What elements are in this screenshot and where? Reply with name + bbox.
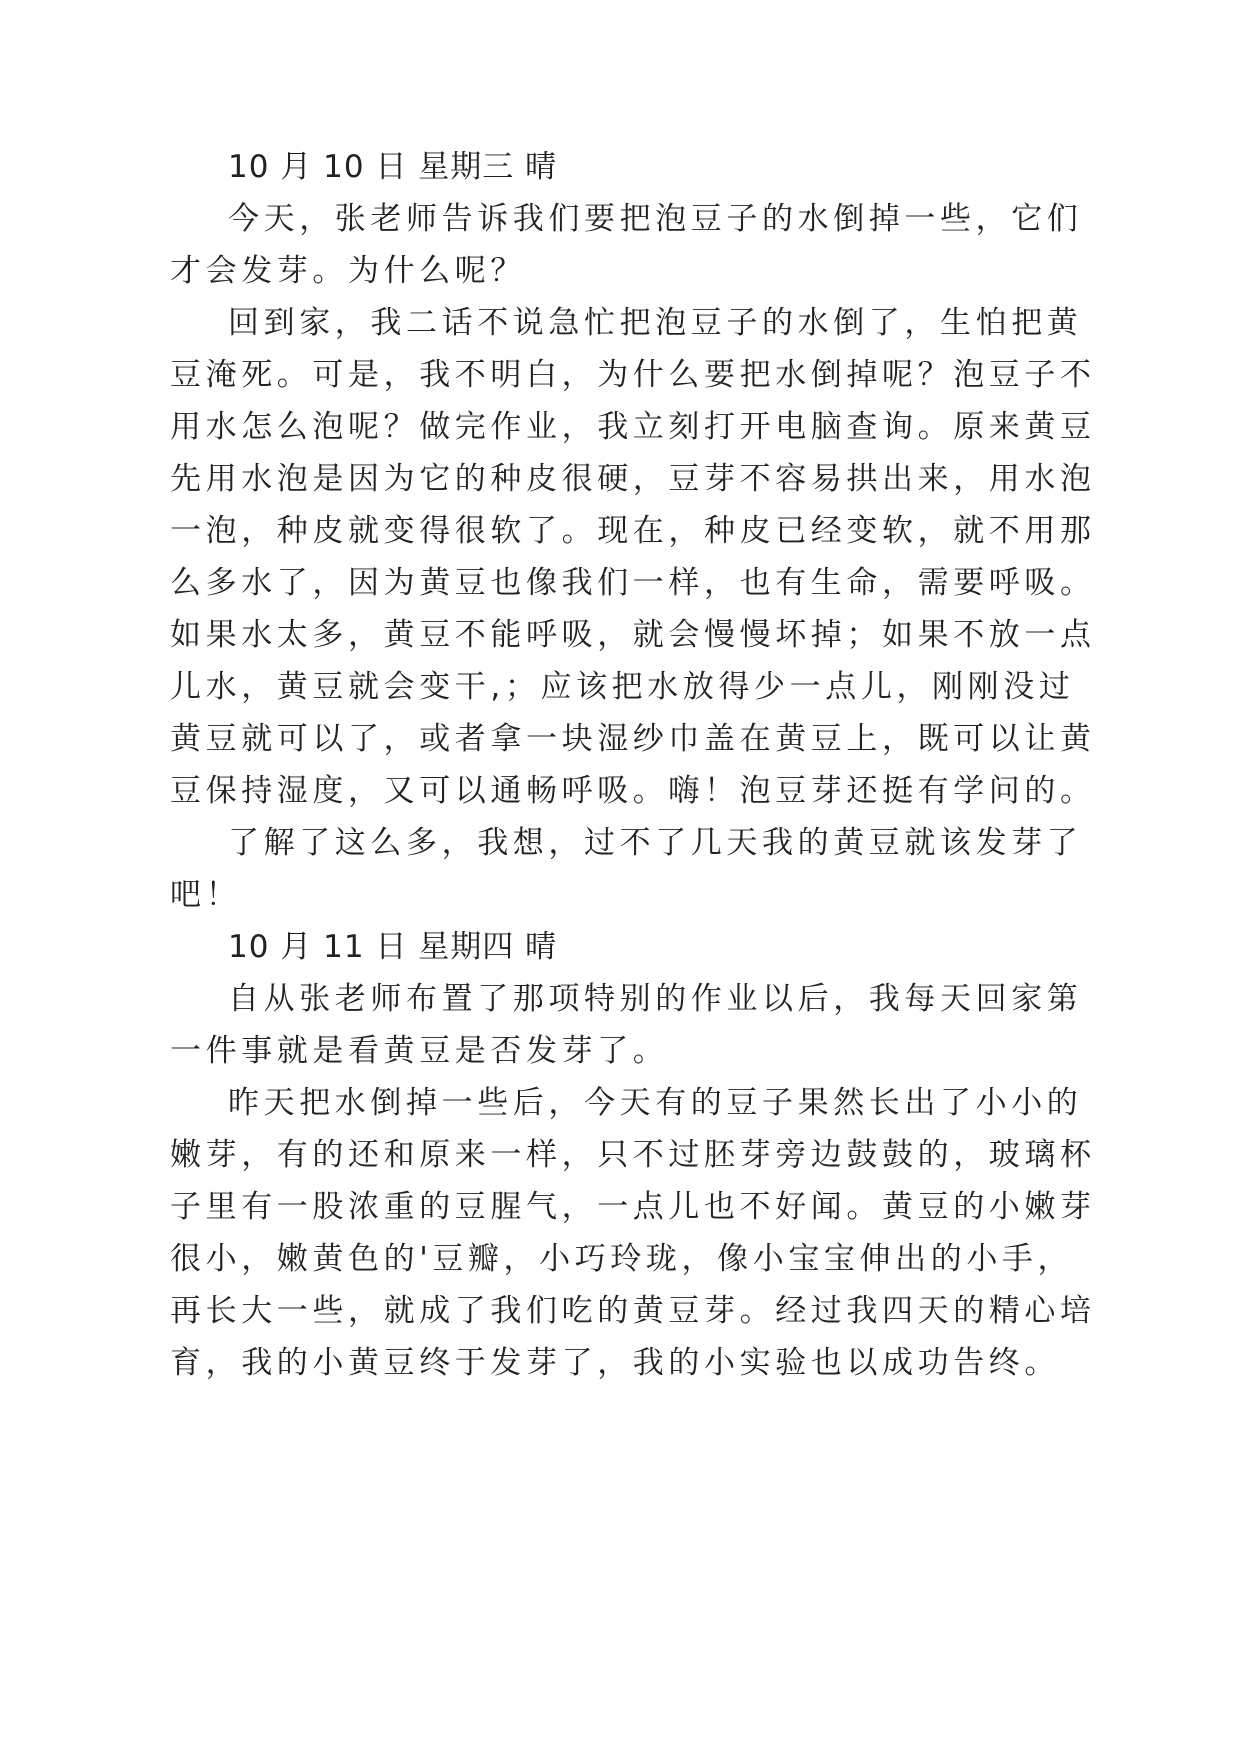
paragraph-line: 育，我的小黄豆终于发芽了，我的小实验也以成功告终。 xyxy=(170,1345,1060,1381)
paragraph-line: 吧！ xyxy=(170,877,242,913)
paragraph-line: 再长大一些，就成了我们吃的黄豆芽。经过我四天的精心培 xyxy=(170,1293,1096,1329)
paragraph-line: 很小，嫩黄色的'豆瓣，小巧玲珑，像小宝宝伸出的小手， xyxy=(170,1241,1074,1277)
paragraph-line: 如果水太多，黄豆不能呼吸，就会慢慢坏掉；如果不放一点 xyxy=(170,617,1096,653)
paragraph-line: 才会发芽。为什么呢？ xyxy=(170,253,526,289)
paragraph-line: 自从张老师布置了那项特别的作业以后，我每天回家第 xyxy=(228,981,1083,1017)
paragraph-line: 今天，张老师告诉我们要把泡豆子的水倒掉一些，它们 xyxy=(228,201,1083,237)
paragraph-line: 一件事就是看黄豆是否发芽了。 xyxy=(170,1033,669,1069)
paragraph-line: 儿水，黄豆就会变干,；应该把水放得少一点儿，刚刚没过 xyxy=(170,669,1075,705)
entry-date-line: 10 月 11 日 星期四 晴 xyxy=(228,929,558,965)
paragraph-line: 昨天把水倒掉一些后，今天有的豆子果然长出了小小的 xyxy=(228,1085,1083,1121)
paragraph-line: 么多水了，因为黄豆也像我们一样，也有生命，需要呼吸。 xyxy=(170,565,1096,601)
paragraph-line: 一泡，种皮就变得很软了。现在，种皮已经变软，就不用那 xyxy=(170,513,1096,549)
paragraph-line: 了解了这么多，我想，过不了几天我的黄豆就该发芽了 xyxy=(228,825,1083,861)
paragraph-line: 先用水泡是因为它的种皮很硬，豆芽不容易拱出来，用水泡 xyxy=(170,461,1096,497)
paragraph-line: 豆保持湿度，又可以通畅呼吸。嗨！泡豆芽还挺有学问的。 xyxy=(170,773,1096,809)
paragraph-line: 嫩芽，有的还和原来一样，只不过胚芽旁边鼓鼓的，玻璃杯 xyxy=(170,1137,1096,1173)
entry-date-line: 10 月 10 日 星期三 晴 xyxy=(228,149,558,185)
paragraph-line: 回到家，我二话不说急忙把泡豆子的水倒了，生怕把黄 xyxy=(228,305,1083,341)
paragraph-line: 豆淹死。可是，我不明白，为什么要把水倒掉呢？泡豆子不 xyxy=(170,357,1096,393)
paragraph-line: 子里有一股浓重的豆腥气，一点儿也不好闻。黄豆的小嫩芽 xyxy=(170,1189,1096,1225)
paragraph-line: 用水怎么泡呢？做完作业，我立刻打开电脑查询。原来黄豆 xyxy=(170,409,1096,445)
paragraph-line: 黄豆就可以了，或者拿一块湿纱巾盖在黄豆上，既可以让黄 xyxy=(170,721,1096,757)
